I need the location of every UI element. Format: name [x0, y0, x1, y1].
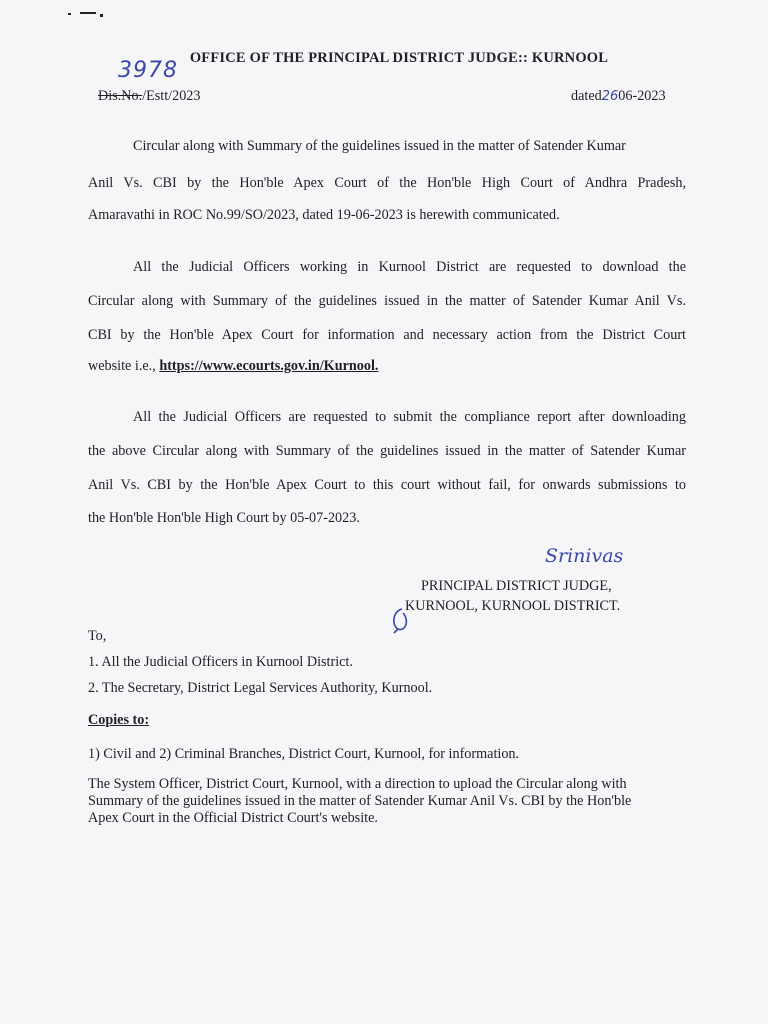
para2-line4: [88, 356, 378, 376]
to-label: To,: [88, 628, 107, 644]
scan-speck: [80, 12, 96, 14]
scan-speck: [100, 14, 103, 17]
handwritten-dispatch-number: 3978: [118, 58, 178, 83]
handwritten-signature: Srinivas: [545, 545, 624, 567]
copy-item2-line3: Apex Court in the Official District Court's website.: [88, 810, 378, 826]
scan-speck: [68, 13, 71, 15]
copy-item: 1) Civil and 2) Criminal Branches, District Court, Kurnool, for information.: [88, 746, 520, 762]
dispatch-prefix: Dis.No.: [98, 88, 143, 104]
para3-line4: the Hon'ble Hon'ble High Court by 05-07-2023.: [88, 510, 360, 526]
dated-rest: 06-2023: [618, 88, 666, 104]
para3-line3: Anil Vs. CBI by the Hon'ble Apex Court to this court without fail, for onwards submissions to: [88, 477, 686, 493]
para1-line3: Amaravathi in ROC No.99/SO/2023, dated 19-06-2023 is herewith communicated.: [88, 207, 560, 223]
para1-line2: Anil Vs. CBI by the Hon'ble Apex Court of the Hon'ble High Court of Andhra Pradesh,: [88, 175, 686, 191]
website-prefix: website i.e.,: [88, 358, 156, 374]
recipient-item: 1. All the Judicial Officers in Kurnool District.: [88, 654, 353, 670]
document-title: OFFICE OF THE PRINCIPAL DISTRICT JUDGE:: KURNOOL: [189, 50, 609, 66]
dispatch-suffix: /Estt/2023: [142, 88, 201, 104]
recipient-item: 2. The Secretary, District Legal Services Authority, Kurnool.: [88, 680, 433, 696]
signatory-place: KURNOOL, KURNOOL DISTRICT.: [405, 598, 621, 614]
copy-item-system-officer: [88, 776, 631, 827]
signatory-designation: PRINCIPAL DISTRICT JUDGE,: [421, 578, 612, 594]
para2-line2: Circular along with Summary of the guidelines issued in the matter of Satender Kumar Anil Vs.: [88, 293, 686, 309]
dispatch-number: [98, 86, 201, 106]
para2-line1: All the Judicial Officers working in Kurnool District are requested to download the: [133, 259, 686, 275]
copy-item2-line2: Summary of the guidelines issued in the matter of Satender Kumar Anil Vs. CBI by the Hon'ble: [88, 793, 632, 809]
copies-to-label: Copies to:: [88, 712, 150, 728]
para1-line1: Circular along with Summary of the guidelines issued in the matter of Satender Kumar: [133, 138, 626, 154]
dated-day-handwritten: 26: [601, 89, 619, 104]
para2-line3: CBI by the Hon'ble Apex Court for information and necessary action from the District Court: [88, 327, 686, 343]
para3-line1: All the Judicial Officers are requested to submit the compliance report after downloading: [133, 409, 686, 425]
para3-line2: the above Circular along with Summary of the guidelines issued in the matter of Satender Kumar: [88, 443, 686, 459]
district-court-website-link[interactable]: https://www.ecourts.gov.in/Kurnool.: [159, 358, 379, 374]
dated-label: dated: [571, 88, 602, 104]
dated-field: [571, 86, 666, 107]
copy-item2-line1: The System Officer, District Court, Kurnool, with a direction to upload the Circular along with: [88, 776, 627, 792]
